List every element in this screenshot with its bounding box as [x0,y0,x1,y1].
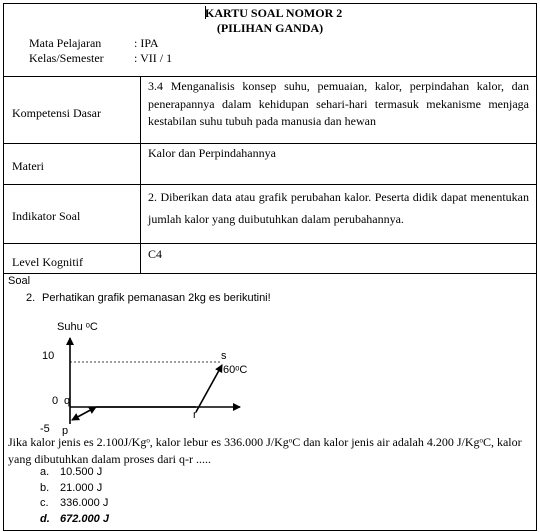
row-divider [3,143,537,144]
table-row-content: 2. Diberikan data atau grafik perubahan kalor. Peserta didik dapat menentukan jumlah kalor yang duibutuhkan dalam perubahannya. [148,190,529,226]
point-label-q: q [64,395,71,407]
subject-row [29,36,159,51]
annotation-60: 60ᵒC [223,364,248,376]
heating-graph [30,316,260,436]
class-value: : VII / 1 [134,51,173,65]
table-row-label: Level Kognitif [12,255,83,269]
question-body: Jika kalor jenis es 2.100J/Kgᵒ, kalor lebur es 336.000 J/KgᵒC dan kalor jenis air adalah 4.200 J/KgᵒC, kalor yang dibutuhkan dalam proses dari q-r ..... [8,435,522,466]
table-row-content: C4 [148,247,163,261]
column-divider [140,76,141,273]
y-axis-label: Suhu ᵒC [57,321,98,333]
option-text: 672.000 J [60,512,109,525]
point-label-r: r [193,409,197,421]
card-subtitle: (PILIHAN GANDA) [216,21,324,35]
point-label-p: p [62,425,69,436]
table-row-label: Kompetensi Dasar [12,106,101,120]
question-text: Perhatikan grafik pemanasan 2kg es berikutini! [42,292,271,304]
option-text: 10.500 J [60,466,103,478]
subject-value: : IPA [134,36,159,50]
card-title: KARTU SOAL NOMOR 2 [205,6,343,20]
table-row-content: Kalor dan Perpindahannya [148,146,276,160]
option-text: 21.000 J [60,481,103,494]
class-label: Kelas/Semester [29,51,104,65]
option-letter: d. [40,512,50,525]
option-text: 336.000 J [60,497,109,509]
soal-heading: Soal [8,275,31,287]
question-number: 2. [26,292,36,304]
table-border-top [3,76,537,77]
point-label-s: s [221,350,227,362]
subject-label: Mata Pelajaran [29,36,102,50]
tick-label-10: 10 [42,350,55,362]
table-border-bottom [3,273,537,274]
option-letter: c. [40,497,49,509]
row-divider [3,243,537,244]
tick-label-0: 0 [52,395,59,407]
row-divider [3,184,537,185]
tick-label-neg5: -5 [40,423,50,435]
option-letter: a. [40,466,50,478]
option-letter: b. [40,481,50,494]
table-row-label: Indikator Soal [12,209,81,223]
table-row-content: 3.4 Menganalisis konsep suhu, pemuaian, kalor, perpindahan kalor, dan penerapannya dalam kehidupan sehari-hari termasuk mekanisme menjaga kestabilan suhu tubuh pada manusia dan hewan [148,79,529,128]
segment-p-q [72,407,96,420]
segment-r-s [196,365,222,412]
class-row [29,51,173,66]
table-row-label: Materi [12,159,44,173]
